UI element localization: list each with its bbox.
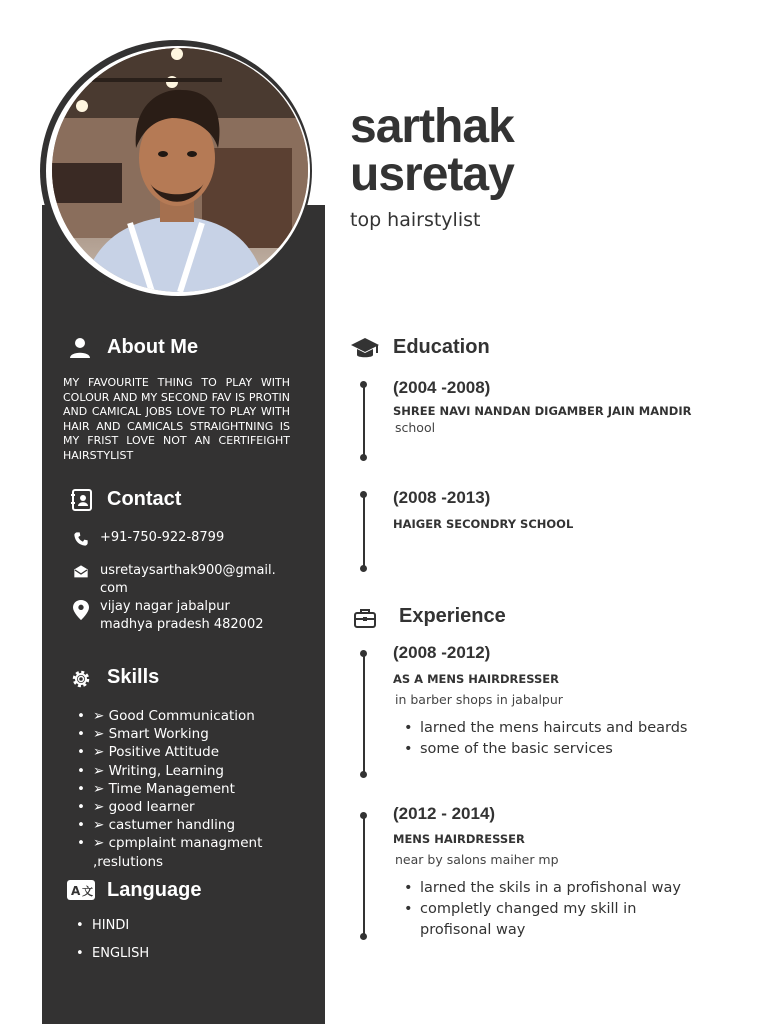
timeline-line [363,494,365,568]
about-title: About Me [107,336,199,358]
experience-years: (2012 - 2014) [393,804,496,823]
skills-list [75,707,315,871]
education-years: (2008 -2013) [393,488,491,507]
envelope-icon [73,564,89,584]
location-pin-icon [73,600,89,624]
phone-icon [73,531,89,551]
timeline-dot [360,771,367,778]
timeline-dot [360,454,367,461]
experience-bullet-continuation: profisonal way [420,922,526,938]
education-institution: SHREE NAVI NANDAN DIGAMBER JAIN MANDIR [393,404,692,418]
skill-item: • ➢ Good Communication [75,707,315,725]
education-title: Education [393,336,490,358]
experience-place: in barber shops in jabalpur [395,692,563,707]
skill-item: • ➢ good learner [75,798,315,816]
about-text: MY FAVOURITE THING TO PLAY WITH COLOUR AND MY SECOND FAV IS PROTIN AND CAMICAL JOBS LOVE TO PLAY WITH HAIR AND CAMICALS STRAIGHTNING IS MY FRIST LOVE NOT AN CERTIFEIGHT HAIRSTYLIST [63,376,290,462]
address-line-1: vijay nagar jabalpur [100,599,230,614]
skill-continuation-text: ,reslutions [93,853,164,870]
skill-item-continuation [75,853,315,871]
skill-item: • ➢ Writing, Learning [75,762,315,780]
contact-book-icon [70,488,94,516]
experience-position: AS A MENS HAIRDRESSER [393,672,559,686]
experience-bullet: • some of the basic services [402,739,752,760]
first-name: sarthak [350,100,514,153]
contact-title: Contact [107,488,182,510]
last-name: usretay [350,148,514,201]
language-list [74,918,274,961]
svg-text:文: 文 [82,885,93,898]
skill-item: • ➢ Smart Working [75,725,315,743]
language-item: • ENGLISH [74,946,274,961]
experience-title: Experience [399,605,506,627]
email-line-1[interactable]: usretaysarthak900@gmail. [100,563,276,578]
experience-bullets [402,718,752,760]
timeline-line [363,653,365,773]
experience-years: (2008 -2012) [393,643,491,662]
timeline-line [363,384,365,458]
experience-bullet: • completly changed my skill in [402,899,752,920]
translate-icon [67,880,95,906]
experience-place: near by salons maiher mp [395,852,559,867]
gear-icon [69,667,93,695]
graduation-cap-icon [350,336,380,366]
experience-bullets [402,878,752,941]
experience-bullet: • larned the skils in a profishonal way [402,878,752,899]
skill-item: • ➢ cpmplaint managment [75,834,315,852]
skill-item: • ➢ castumer handling [75,816,315,834]
timeline-dot [360,933,367,940]
skills-title: Skills [107,666,160,688]
experience-position: MENS HAIRDRESSER [393,832,525,846]
briefcase-icon [354,608,376,632]
timeline-dot [360,565,367,572]
timeline-line [363,815,365,935]
job-title: top hairstylist [350,209,481,231]
education-type: school [395,420,436,435]
email-line-2[interactable]: com [100,581,128,596]
education-institution: HAIGER SECONDRY SCHOOL [393,517,574,531]
person-icon [68,336,92,364]
experience-bullet: • larned the mens haircuts and beards [402,718,752,739]
language-title: Language [107,879,202,901]
education-years: (2004 -2008) [393,378,491,397]
skill-item: • ➢ Positive Attitude [75,743,315,761]
address-line-2: madhya pradesh 482002 [100,617,264,632]
language-item: • HINDI [74,918,274,933]
svg-text:A: A [71,884,81,898]
phone-number[interactable]: +91-750-922-8799 [100,530,225,545]
profile-photo [52,48,308,292]
skill-item: • ➢ Time Management [75,780,315,798]
